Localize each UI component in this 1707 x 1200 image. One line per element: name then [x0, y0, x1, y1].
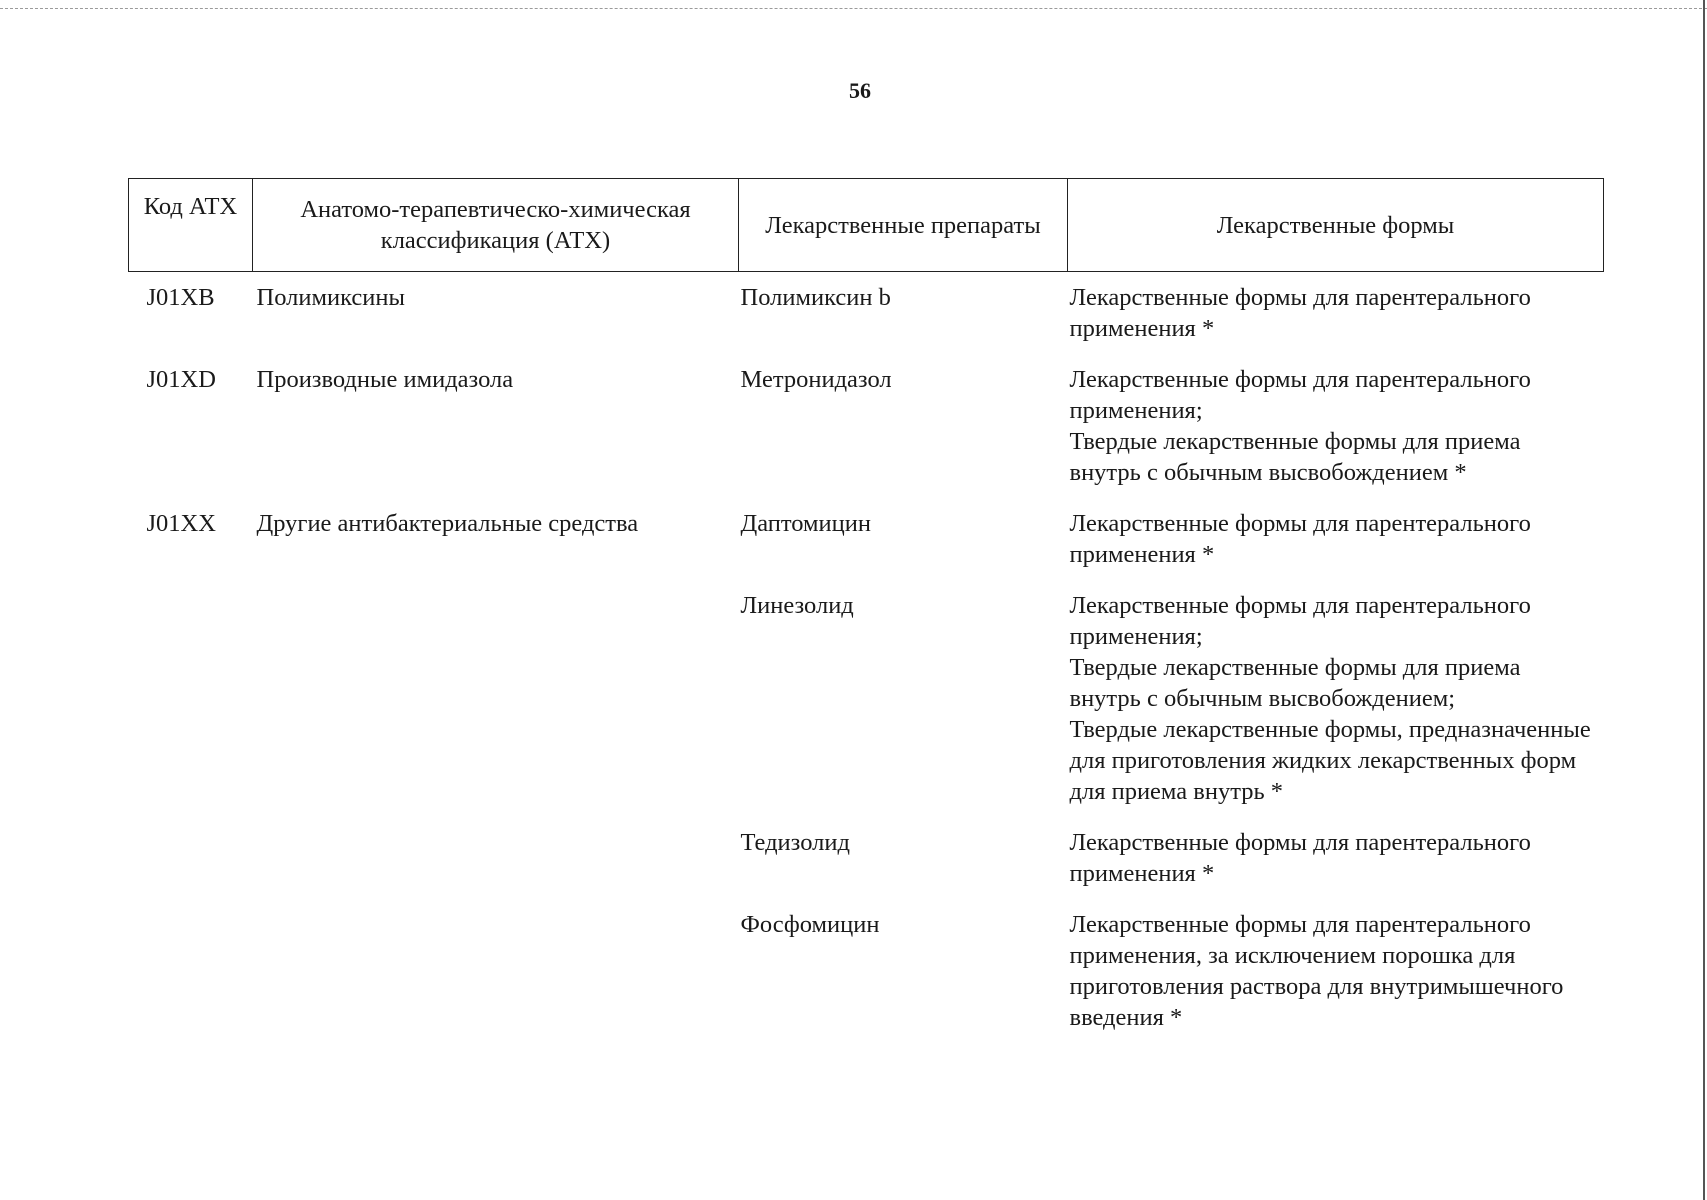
row-code [129, 909, 253, 1053]
form-entry: Лекарственные формы для парентерального применения * [1069, 284, 1531, 342]
form-entry: Лекарственные формы для парентерального применения * [1069, 829, 1531, 887]
table-header-row [129, 179, 1604, 272]
form-entry: Твердые лекарственные формы для приема внутрь с обычным высвобождением; [1069, 654, 1521, 712]
table-row [129, 364, 1604, 508]
row-code [129, 827, 253, 909]
row-classification [253, 590, 739, 827]
row-classification [253, 827, 739, 909]
row-drug: Полимиксин b [740, 284, 891, 311]
scan-edge-right [1703, 0, 1705, 1200]
row-drug: Тедизолид [740, 829, 850, 856]
row-drug: Метронидазол [740, 366, 892, 393]
row-forms [1068, 508, 1604, 590]
header-code: Код АТХ [129, 179, 253, 272]
header-forms: Лекарственные формы [1068, 179, 1604, 272]
row-classification: Полимиксины [256, 284, 405, 311]
table-row [129, 272, 1604, 365]
form-entry: Лекарственные формы для парентерального применения; [1069, 592, 1531, 650]
row-forms [1068, 827, 1604, 909]
row-code: J01XD [146, 366, 216, 393]
row-classification: Производные имидазола [256, 366, 514, 393]
atx-table [128, 178, 1604, 1053]
page-number: 56 [849, 78, 871, 103]
table-body [129, 272, 1604, 1054]
row-classification [253, 909, 739, 1053]
table-row [129, 508, 1604, 590]
row-drug: Линезолид [740, 592, 854, 619]
form-entry: Лекарственные формы для парентерального применения, за исключением порошка для приготовления раствора для внутримышечного введения * [1069, 911, 1564, 1031]
row-forms [1068, 364, 1604, 508]
table-row [129, 590, 1604, 827]
header-drugs: Лекарственные препараты [739, 179, 1068, 272]
form-entry: Лекарственные формы для парентерального применения; [1069, 366, 1531, 424]
row-code: J01XX [146, 510, 216, 537]
scan-edge-top [0, 8, 1707, 9]
row-code [129, 590, 253, 827]
form-entry: Лекарственные формы для парентерального применения * [1069, 510, 1531, 568]
form-entry: Твердые лекарственные формы, предназначенные для приготовления жидких лекарственных форм для приема внутрь * [1069, 716, 1591, 805]
row-forms [1068, 272, 1604, 365]
row-forms [1068, 909, 1604, 1053]
row-drug: Фосфомицин [740, 911, 880, 938]
form-entry: Твердые лекарственные формы для приема внутрь с обычным высвобождением * [1069, 428, 1521, 486]
header-classification: Анатомо-терапевтическо-химическая классификация (АТХ) [253, 179, 739, 272]
row-code: J01XB [146, 284, 215, 311]
row-forms [1068, 590, 1604, 827]
row-classification: Другие антибактериальные средства [256, 510, 639, 537]
table-row [129, 827, 1604, 909]
table-row [129, 909, 1604, 1053]
row-drug: Даптомицин [740, 510, 871, 537]
